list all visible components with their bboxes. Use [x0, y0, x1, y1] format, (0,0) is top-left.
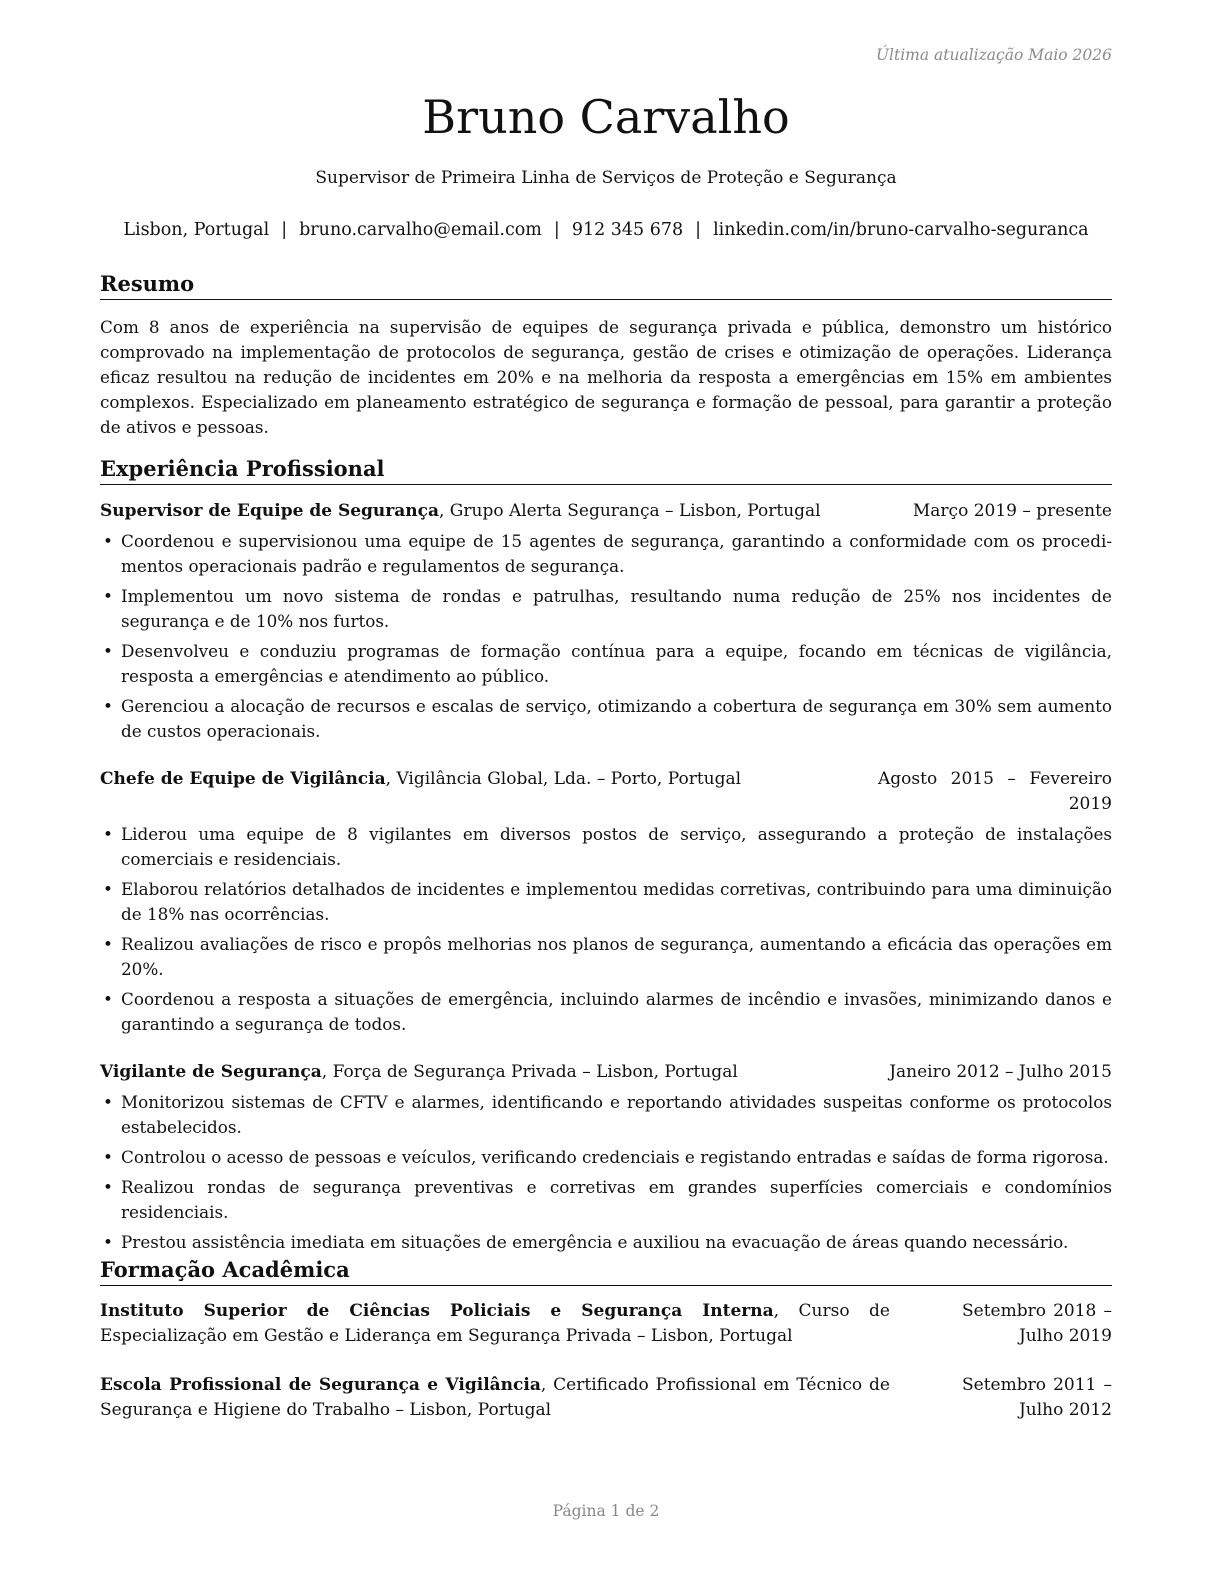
job-role: Vigilante de Segurança [100, 1062, 322, 1082]
education-program: , Certificado Profissional em Técnico de Segurança e Higiene do Trabalho – Lisbon, Portugal [100, 1375, 890, 1420]
job-org: , Força de Segurança Privada – Lisbon, Portugal [321, 1062, 738, 1082]
contact-linkedin[interactable]: linkedin.com/in/bruno-carvalho-seguranca [713, 220, 1089, 240]
job-bullet: • Realizou rondas de segurança preventivas e corretivas em grandes superfícies comerciais e condomínios residenciais. [100, 1175, 1112, 1225]
education-school: Escola Profissional de Segurança e Vigilância [100, 1375, 541, 1395]
page-number: Página 1 de 2 [552, 1502, 660, 1520]
job-title-line [100, 499, 821, 524]
job-dates: Agosto 2015 – Fevereiro 2019 [878, 769, 1112, 814]
contact-line [100, 220, 1112, 240]
job-org: , Vigilância Global, Lda. – Porto, Portugal [385, 769, 742, 789]
contact-separator: | [281, 220, 288, 240]
job-dates: Janeiro 2012 – Julho 2015 [889, 1062, 1112, 1082]
last-updated: Última atualização Maio 2026 [875, 46, 1112, 64]
candidate-name: Bruno Carvalho [422, 90, 790, 144]
contact-location: Lisbon, Portugal [123, 220, 270, 240]
job-bullet: • Implementou um novo sistema de rondas e patrulhas, resultando numa redução de 25% nos incidentes de segurança e de 10% nos furtos. [100, 584, 1112, 634]
job-bullet: • Elaborou relatórios detalhados de incidentes e implementou medidas corretivas, contribuindo para uma diminuição de 18% nas ocorrências. [100, 877, 1112, 927]
job-org: , Grupo Alerta Segurança – Lisbon, Portugal [438, 501, 821, 521]
education-desc [100, 1373, 890, 1423]
job-bullet: • Coordenou e supervisionou uma equipe de 15 agentes de segurança, garantindo a conformidade com os procedi-mentos operacionais padrão e regulamentos de segurança. [100, 529, 1112, 579]
job-bullet: • Realizou avaliações de risco e propôs melhorias nos planos de segurança, aumentando a eficácia das operações em 20%. [100, 932, 1112, 982]
job-bullet: • Controlou o acesso de pessoas e veículos, verificando credenciais e registando entradas e saídas de forma rigorosa. [100, 1145, 1112, 1170]
resume-page [100, 0, 1112, 1584]
section-heading-summary: Resumo [100, 270, 1112, 300]
section-heading-education: Formação Acadêmica [100, 1256, 1112, 1286]
contact-phone: 912 345 678 [571, 220, 684, 240]
education-school: Instituto Superior de Ciências Policiais e Segurança Interna [100, 1301, 774, 1321]
education-dates: Setembro 2018 – Julho 2019 [962, 1301, 1112, 1346]
job-role: Chefe de Equipe de Vigilância [100, 769, 386, 789]
job-bullet: • Coordenou a resposta a situações de emergência, incluindo alarmes de incêndio e invasões, minimizando danos e garantindo a segurança de todos. [100, 987, 1112, 1037]
education-program: , Curso de Especialização em Gestão e Liderança em Segurança Privada – Lisbon, Portugal [100, 1301, 890, 1346]
candidate-title: Supervisor de Primeira Linha de Serviços de Proteção e Segurança [315, 168, 897, 188]
job-bullet: • Liderou uma equipe de 8 vigilantes em diversos postos de serviço, assegurando a proteção de instalações comerciais e residenciais. [100, 822, 1112, 872]
job-bullets [100, 822, 1112, 1042]
job-bullet: • Monitorizou sistemas de CFTV e alarmes, identificando e reportando atividades suspeitas conforme os protocolos estabelecidos. [100, 1090, 1112, 1140]
job-bullets [100, 529, 1112, 749]
job-dates: Março 2019 – presente [912, 501, 1112, 521]
education-dates: Setembro 2011 – Julho 2012 [962, 1375, 1112, 1420]
contact-separator: | [553, 220, 560, 240]
job-bullet: • Gerenciou a alocação de recursos e escalas de serviço, otimizando a cobertura de segurança em 30% sem aumento de custos operacionais. [100, 694, 1112, 744]
job-bullets [100, 1090, 1112, 1260]
education-desc [100, 1299, 890, 1349]
summary-text: Com 8 anos de experiência na supervisão de equipes de segurança privada e pública, demonstro um histórico comprovado na implementação de protocolos de segurança, gestão de crises e otimização de operações. Liderança eficaz resultou na redução de incidentes em 20% e na melhoria da resposta a emergências em 15% em ambientes complexos. Especializado em planeamento estratégico de segurança e formação de pessoal, para garantir a proteção de ativos e pessoas. [100, 317, 1112, 437]
job-bullet: • Prestou assistência imediata em situações de emergência e auxiliou na evacuação de áreas quando necessário. [100, 1230, 1112, 1255]
job-title-line [100, 1060, 738, 1085]
section-heading-experience: Experiência Profissional [100, 455, 1112, 485]
job-bullet: • Desenvolveu e conduziu programas de formação contínua para a equipe, focando em técnicas de vigilância, resposta a emergências e atendimento ao público. [100, 639, 1112, 689]
job-title-line [100, 767, 741, 792]
job-role: Supervisor de Equipe de Segurança [100, 501, 439, 521]
contact-separator: | [695, 220, 702, 240]
contact-email[interactable]: bruno.carvalho@email.com [299, 220, 542, 240]
